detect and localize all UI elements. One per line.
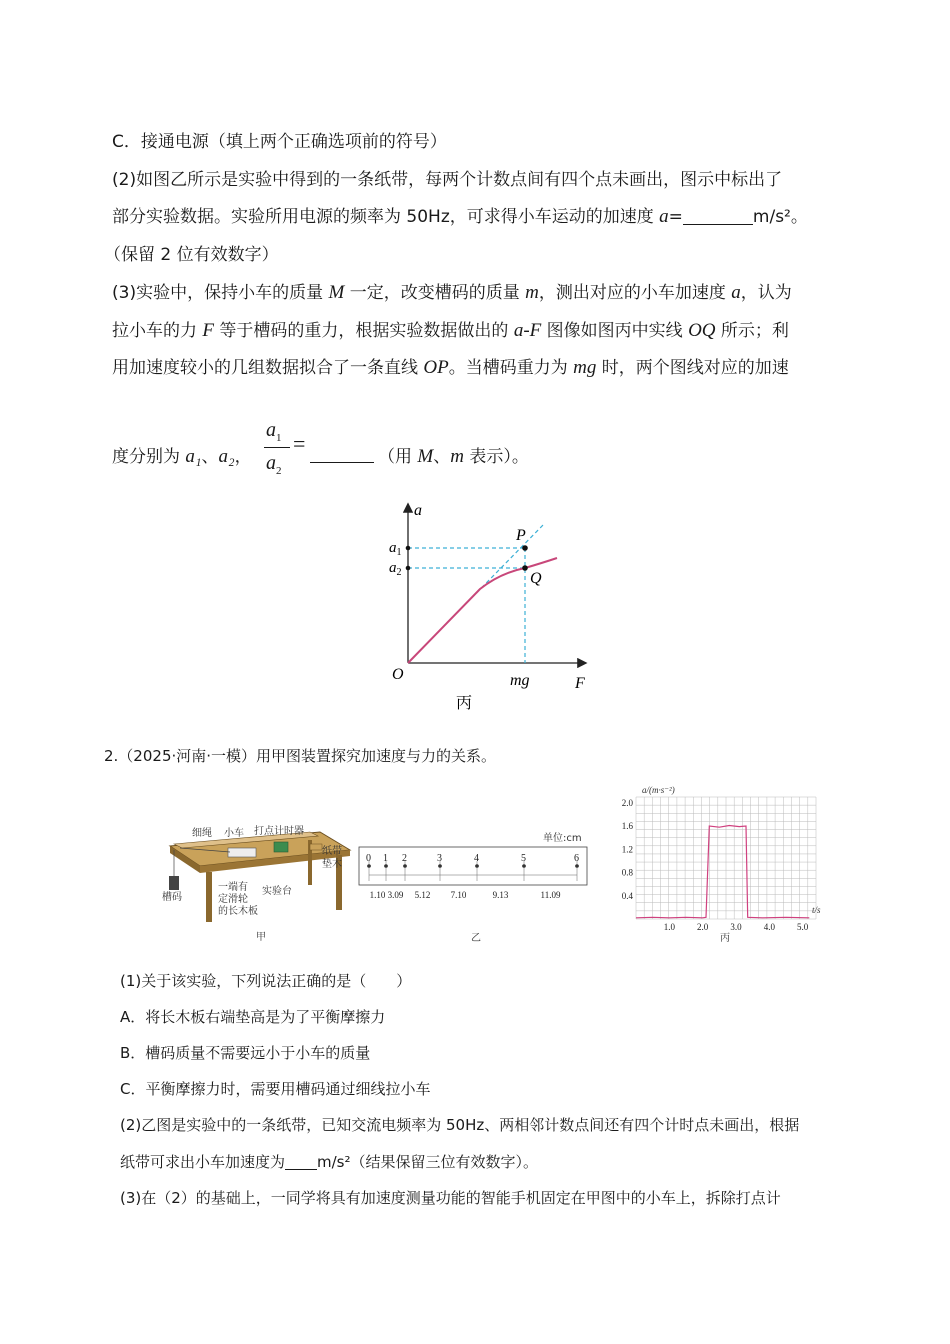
t17: 表示）。 <box>463 447 529 467</box>
label-a2-sub: 2 <box>396 567 402 578</box>
q2-option-b[interactable]: B．槽码质量不需要远小于小车的质量 <box>120 1044 371 1062</box>
tape-point-label: 6 <box>574 853 579 864</box>
t7: 图像如图丙中实线 <box>541 321 689 341</box>
var-a: a <box>659 206 669 227</box>
tape-segment-label: 11.09 <box>540 890 561 900</box>
answer-blank-ratio[interactable] <box>310 462 374 463</box>
q2-part3-line1: (3)在（2）的基础上，一同学将具有加速度测量功能的智能手机固定在甲图中的小车上，拆除打点计 <box>120 1189 781 1207</box>
tick-a2 <box>406 566 411 571</box>
t16: 、 <box>433 447 451 467</box>
at-xticks <box>664 922 809 932</box>
tape-segment-label: 7.10 <box>450 890 467 900</box>
t5: 拉小车的力 <box>112 321 203 341</box>
at-yticks <box>622 798 634 901</box>
var-F: F <box>202 320 215 341</box>
label-board-1: 一端有 <box>218 882 248 893</box>
t2: 一定，改变槽码的质量 <box>344 283 526 303</box>
t6: 等于槽码的重力，根据实验数据做出的 <box>214 321 514 341</box>
table-leg-1 <box>206 872 212 922</box>
q2-part2-line1: (2)乙图是实验中的一条纸带，已知交流电频率为 50Hz、两相邻计数点间还有四个计时点未画出，根据 <box>120 1116 800 1134</box>
label-a1 <box>389 540 402 558</box>
t1: (3)实验中，保持小车的质量 <box>112 283 329 303</box>
figure-apparatus <box>160 818 360 948</box>
tape-segment-label: 9.13 <box>492 890 509 900</box>
fraction-equals: = <box>293 431 306 456</box>
fraction-bar <box>264 447 290 448</box>
q1-part2-line3: （保留 2 位有效数字） <box>104 245 279 265</box>
den-sub: 2 <box>276 465 282 477</box>
at-xtick-label: 5.0 <box>797 922 809 932</box>
var-aF: a-F <box>513 320 542 341</box>
tape-point-label: 1 <box>383 853 388 864</box>
tape-unit: 单位:cm <box>543 833 582 844</box>
answer-blank-accel[interactable] <box>683 208 753 225</box>
figure-tape <box>355 825 595 945</box>
var-a1: a₁ <box>185 446 202 467</box>
label-axis-F: F <box>575 675 585 692</box>
t15: （用 <box>378 447 418 467</box>
equals: = <box>668 207 683 227</box>
t3: ，测出对应的小车加速度 <box>538 283 732 303</box>
label-axis-a: a <box>414 502 422 519</box>
q2-option-c[interactable]: C．平衡摩擦力时，需要用槽码通过细线拉小车 <box>120 1080 431 1098</box>
var-m2: m <box>450 446 464 467</box>
label-car: 小车 <box>224 828 244 839</box>
q2-part1: (1)关于该实验，下列说法正确的是（ ） <box>120 972 412 990</box>
answer-blank-q2[interactable] <box>285 1153 317 1170</box>
q1-part2-text-a: 部分实验数据。实验所用电源的频率为 50Hz，可求得小车运动的加速度 <box>112 207 660 227</box>
tape-point-label: 2 <box>402 853 407 864</box>
at-ytick-label: 1.6 <box>621 821 633 832</box>
var-mg: mg <box>573 357 597 378</box>
point-P <box>522 545 528 551</box>
label-table: 实验台 <box>262 886 292 897</box>
t10: 。当槽码重力为 <box>448 358 574 378</box>
tape-segment-label: 3.09 <box>387 890 404 900</box>
caption-bing2: 丙 <box>720 933 730 944</box>
t9: 用加速度较小的几组数据拟合了一条直线 <box>112 358 424 378</box>
tape-point-label: 5 <box>521 853 526 864</box>
option-c-line: C．接通电源（填上两个正确选项前的符号） <box>112 132 447 152</box>
at-ytick-label: 2.0 <box>621 797 633 808</box>
label-a2 <box>389 560 402 578</box>
at-ylabel: a/(m·s⁻²) <box>642 785 675 795</box>
label-Q: Q <box>530 570 542 587</box>
q2-part2-text-a: 纸带可求出小车加速度为 <box>120 1153 286 1171</box>
timer <box>274 842 288 852</box>
num-sub: 1 <box>276 432 282 444</box>
q1-part3-line4 <box>112 446 252 468</box>
tape-point-label: 0 <box>366 853 371 864</box>
t11: 时，两个图线对应的加速 <box>596 358 789 378</box>
q1-part3-line1 <box>112 282 792 304</box>
fraction-numerator <box>266 419 282 444</box>
at-xtick-label: 2.0 <box>697 922 709 932</box>
tape-strip <box>359 847 587 885</box>
at-xtick-label: 3.0 <box>730 922 742 932</box>
var-M: M <box>328 282 345 303</box>
caption-yi: 乙 <box>471 933 481 944</box>
caption-jia: 甲 <box>256 932 266 943</box>
at-ytick-label: 0.8 <box>621 867 633 878</box>
q1-part2-line1: (2)如图乙所示是实验中得到的一条纸带，每两个计数点间有四个点未画出，图示中标出了 <box>112 170 783 190</box>
figure-at-chart <box>612 785 832 947</box>
label-board-3: 的长木板 <box>218 906 258 917</box>
tick-a1 <box>406 546 411 551</box>
t4: ，认为 <box>740 283 792 303</box>
t14: ， <box>234 447 252 467</box>
q1-part3-line4-tail <box>378 446 529 468</box>
label-rope: 细绳 <box>192 828 212 839</box>
var-a2b: a₂ <box>218 446 235 467</box>
label-timer: 打点计时器 <box>254 826 304 837</box>
unit-ms2: m/s²。 <box>752 207 808 227</box>
q1-part3-line2 <box>112 320 789 342</box>
label-origin: O <box>392 666 404 683</box>
label-board-2: 定滑轮 <box>218 894 248 905</box>
q2-header: 2.（2025·河南·一模）用甲图装置探究加速度与力的关系。 <box>104 747 497 765</box>
t13: 、 <box>201 447 219 467</box>
label-P: P <box>516 527 526 544</box>
q1-part3-line3 <box>112 357 789 379</box>
at-xtick-label: 4.0 <box>763 922 775 932</box>
car <box>228 848 256 857</box>
t12: 度分别为 <box>112 447 186 467</box>
tape-segment-label: 1.10 <box>369 890 386 900</box>
var-OQ: OQ <box>688 320 716 341</box>
tape-point-label: 4 <box>474 853 479 864</box>
label-a2-main: a <box>389 560 397 576</box>
label-tape: 纸带 <box>322 846 342 857</box>
q2-part2-text-b: m/s²（结果保留三位有效数字）。 <box>317 1153 539 1171</box>
graph-a-F <box>370 495 600 720</box>
fraction-denominator <box>266 452 282 477</box>
at-xtick-label: 1.0 <box>663 922 675 932</box>
at-xlabel: t/s <box>812 905 821 915</box>
block <box>310 844 322 850</box>
weight <box>169 876 179 890</box>
den-a: a <box>266 452 276 474</box>
label-mg: mg <box>510 672 530 689</box>
num-a: a <box>266 419 276 441</box>
t8: 所示；利 <box>715 321 789 341</box>
at-ytick-label: 0.4 <box>621 890 633 901</box>
at-grid <box>636 797 816 919</box>
tape-point-label: 3 <box>437 853 442 864</box>
caption-bing: 丙 <box>456 695 473 712</box>
q2-option-a[interactable]: A．将长木板右端垫高是为了平衡摩擦力 <box>120 1008 386 1026</box>
var-OP: OP <box>423 357 449 378</box>
at-ytick-label: 1.2 <box>621 844 633 855</box>
point-Q <box>522 565 528 571</box>
var-m: m <box>525 282 539 303</box>
label-weight: 槽码 <box>162 892 182 903</box>
q1-part2-line2 <box>112 206 808 228</box>
tape-segment-label: 5.12 <box>414 890 431 900</box>
q2-part2-line2 <box>120 1152 538 1172</box>
var-a2: a <box>731 282 741 303</box>
label-a1-sub: 1 <box>396 547 402 558</box>
var-M2: M <box>417 446 434 467</box>
label-block: 垫木 <box>322 859 342 870</box>
label-a1-main: a <box>389 540 397 556</box>
